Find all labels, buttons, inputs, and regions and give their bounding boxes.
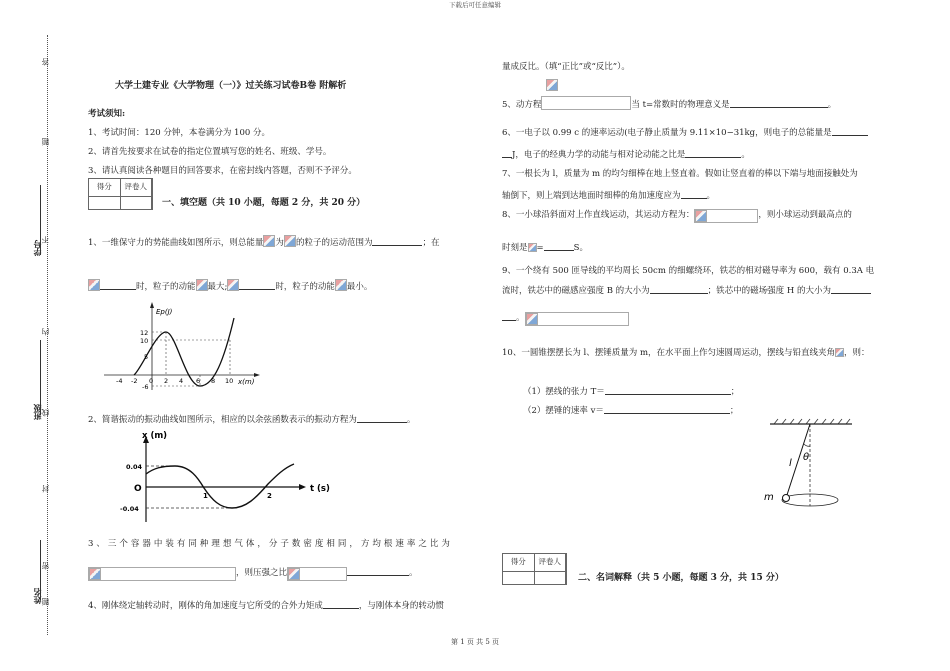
formula-image-icon	[288, 568, 300, 580]
graph2-xtick: 2	[267, 492, 272, 500]
notice-item: 2、请首先按要求在试卷的指定位置填写您的姓名、班级、学号。	[88, 147, 332, 157]
margin-mark-5: 线	[41, 409, 50, 417]
formula-image-icon	[89, 568, 101, 580]
score-box	[502, 553, 567, 585]
q5-end: 。	[827, 100, 837, 110]
graph1-y-arrow	[150, 302, 154, 308]
answer-blank[interactable]	[347, 566, 409, 576]
answer-blank[interactable]	[544, 241, 574, 251]
q5-text: 5、动方程	[502, 100, 542, 110]
q8-text: 时刻是	[502, 243, 528, 253]
oscillation-curve	[146, 464, 294, 508]
conical-pendulum-figure	[760, 416, 860, 512]
answer-blank[interactable]	[239, 280, 275, 290]
q6-text: 6、一电子以 0.99 c 的速率运动(电子静止质量为 9.11×10−31kg，则电子的总能量是	[502, 128, 832, 138]
q9-text: 9、一个绕有 500 匝导线的平均周长 50cm 的细螺绕环，铁芯的相对磁导率为 600，载有 0.3A 电	[502, 266, 875, 276]
q3-formula-field[interactable]	[88, 567, 236, 581]
oscillation-graph	[110, 428, 350, 528]
answer-blank[interactable]	[605, 385, 731, 395]
q1-text: 最大;	[207, 282, 228, 292]
answer-blank[interactable]	[831, 284, 871, 294]
q8-text: ，则小球运动到最高点的	[758, 210, 852, 220]
q1-text: 最小。	[346, 282, 373, 292]
graph2-y-label: x (m)	[142, 431, 168, 441]
notice-heading: 考试须知:	[88, 109, 126, 119]
q9-end: 。	[516, 313, 525, 323]
grader-label: 评卷人	[121, 179, 153, 209]
graph1-xtick: -4	[116, 377, 123, 385]
section2-title: 二、名词解释（共 5 小题，每题 3 分，共 15 分）	[578, 573, 784, 583]
q9-text: ；铁芯中的磁场强度 H 的大小为	[707, 286, 831, 296]
graph1-xtick: 8	[211, 377, 216, 385]
answer-blank[interactable]	[502, 148, 512, 158]
q10-text: 10、一圆锥摆摆长为 l、摆锤质量为 m，在水平面上作匀速圆周运动，摆线与铅直线夹角	[502, 348, 836, 358]
margin-mark-3: 不	[41, 236, 50, 244]
answer-blank[interactable]	[502, 311, 516, 321]
graph1-xtick: -2	[131, 377, 138, 385]
page-footer: 第 1 页 共 5 页	[450, 638, 500, 646]
q8-formula-field[interactable]	[694, 209, 758, 223]
formula-image-icon	[526, 313, 538, 325]
graph2-xtick: 1	[203, 492, 208, 500]
graph2-x-label: t (s)	[310, 484, 330, 494]
graph2-ytick: 0.04	[126, 463, 143, 471]
q2-end: 。	[406, 415, 416, 425]
margin-mark-1: 答	[41, 58, 50, 66]
graph2-origin: O	[134, 484, 142, 494]
angle-label: θ	[803, 452, 810, 463]
q1-text: 1、一维保守力的势能曲线如图所示，则总能量	[88, 238, 264, 248]
formula-image-icon	[227, 279, 239, 291]
q1-text: ；在	[422, 238, 440, 248]
student-id-line[interactable]	[40, 185, 41, 255]
formula-image-icon	[528, 243, 537, 252]
section1-title: 一、填空题（共 10 小题，每题 2 分，共 20 分）	[162, 198, 366, 208]
q8-text: 8、一小球沿斜面对上作直线运动，其运动方程为：	[502, 210, 695, 220]
length-label: l	[789, 458, 792, 469]
grader-label: 评卷人	[535, 554, 567, 584]
q3-formula-field[interactable]	[287, 567, 347, 581]
formula-image-icon	[88, 279, 100, 291]
graph1-xtick: 0	[149, 377, 154, 385]
answer-blank[interactable]	[357, 413, 407, 423]
graph1-xtick: 10	[225, 377, 234, 385]
q10-text: ，则：	[844, 348, 870, 358]
graph1-xtick: 2	[164, 377, 169, 385]
q10-part2: （2）摆锤的速率 v＝	[523, 406, 604, 416]
score-entry-row[interactable]	[89, 196, 152, 210]
score-label: 得分	[89, 179, 121, 209]
score-label: 得分	[503, 554, 535, 584]
answer-blank[interactable]	[681, 189, 707, 199]
formula-image-icon	[546, 79, 558, 91]
q1-text: 的粒子的运动范围为	[295, 238, 373, 248]
graph1-xtick: 4	[179, 377, 184, 385]
answer-blank[interactable]	[730, 98, 828, 108]
potential-energy-graph	[100, 300, 270, 396]
margin-mark-4: 内	[41, 328, 50, 336]
q1-text: 时，粒子的动能	[136, 282, 196, 292]
q7-text: 7、一根长为 l，质量为 m 的均匀细棒在地上竖直着。假如让竖直着的棒以下端与地面接触处为	[502, 169, 858, 179]
answer-blank[interactable]	[323, 599, 359, 609]
margin-mark-6: 封	[41, 485, 50, 493]
answer-blank[interactable]	[604, 404, 730, 414]
q2-text: 2、简谐振动的振动曲线如图所示，相应的以余弦函数表示的振动方程为	[88, 415, 357, 425]
q3-text: ，则压强之比	[236, 568, 288, 578]
notice-item: 1、考试时间：120 分钟，本卷满分为 100 分。	[88, 128, 270, 138]
answer-blank[interactable]	[832, 126, 868, 136]
notice-item: 3、请认真阅读各种题目的回答要求，在密封线内答题，否则不予评分。	[88, 166, 357, 176]
name-label: 姓名	[32, 588, 42, 604]
q3-end: 。	[409, 568, 418, 578]
semicolon: ；	[730, 387, 740, 397]
graph1-x-arrow	[254, 373, 260, 377]
q6-end: 。	[741, 150, 750, 160]
formula-image-icon	[335, 279, 347, 291]
formula-image-icon	[284, 235, 296, 247]
q6-text: J，电子的经典力学的动能与相对论动能之比是	[512, 150, 686, 160]
graph1-xtick: 6	[196, 377, 201, 385]
q4-text: ，与刚体本身的转动惯	[358, 601, 444, 611]
q8-end: S。	[573, 243, 588, 253]
q1-text: 时，粒子的动能	[275, 282, 335, 292]
mass-label: m	[764, 492, 774, 503]
header-note: 下载后可任意编辑	[449, 1, 501, 9]
formula-image-icon	[835, 348, 844, 357]
graph1-ytick: -6	[142, 383, 149, 391]
angle-arc	[804, 444, 810, 446]
answer-blank[interactable]	[100, 280, 136, 290]
semicolon: ；	[729, 406, 739, 416]
graph1-ytick: 10	[140, 337, 149, 345]
score-entry-row[interactable]	[503, 571, 566, 585]
answer-blank[interactable]	[372, 236, 422, 246]
graph2-x-arrow	[299, 484, 306, 490]
q9-formula-field[interactable]	[525, 312, 629, 326]
formula-image-icon	[695, 210, 707, 222]
formula-image-icon	[263, 235, 275, 247]
q3-text: 3、三个容器中装有同种理想气体，分子数密度相同，方均根速率之比为	[88, 539, 453, 549]
answer-blank[interactable]	[685, 148, 741, 158]
q5-text: 当 t=常数时的物理意义是	[631, 100, 730, 110]
graph1-ytick: 5	[144, 353, 149, 361]
graph1-y-label: Ep(J)	[156, 308, 173, 316]
student-id-label: 学号	[32, 240, 42, 256]
margin-mark-7: 密	[41, 562, 50, 570]
q10-part1: （1）摆线的张力 T＝	[523, 387, 605, 397]
graph1-x-label: x(m)	[238, 378, 255, 386]
q7-end: 。	[706, 191, 716, 201]
class-line[interactable]	[40, 340, 41, 415]
q4-text: 4、刚体绕定轴转动时，刚体的角加速度与它所受的合外力矩成	[88, 601, 323, 611]
q4-continued: 量成反比。（填“正比”或“反比”）。	[502, 62, 630, 72]
q1-text: 为	[275, 238, 284, 248]
score-box	[88, 178, 153, 210]
q9-text: 流时，铁芯中的磁感应强度 B 的大小为	[502, 286, 650, 296]
formula-image-icon	[196, 279, 208, 291]
graph2-ytick: -0.04	[120, 505, 139, 513]
answer-blank[interactable]	[650, 284, 708, 294]
q7-text: 轴倒下，则上端到达地面时细棒的角加速度应为	[502, 191, 681, 201]
q5-formula-field[interactable]	[541, 96, 631, 110]
name-line[interactable]	[40, 540, 41, 600]
pendulum-bob	[783, 495, 790, 502]
margin-bottom-note: 题	[41, 598, 50, 606]
class-label: 班级	[32, 404, 42, 420]
potential-curve	[134, 318, 234, 386]
graph1-ytick: 12	[140, 329, 149, 337]
q8-equals: =	[536, 243, 544, 253]
margin-mark-2: 题	[41, 138, 50, 146]
ceiling-hatch	[774, 419, 850, 424]
exam-title: 大学土建专业《大学物理（一）》过关练习试卷B卷 附解析	[115, 81, 347, 91]
